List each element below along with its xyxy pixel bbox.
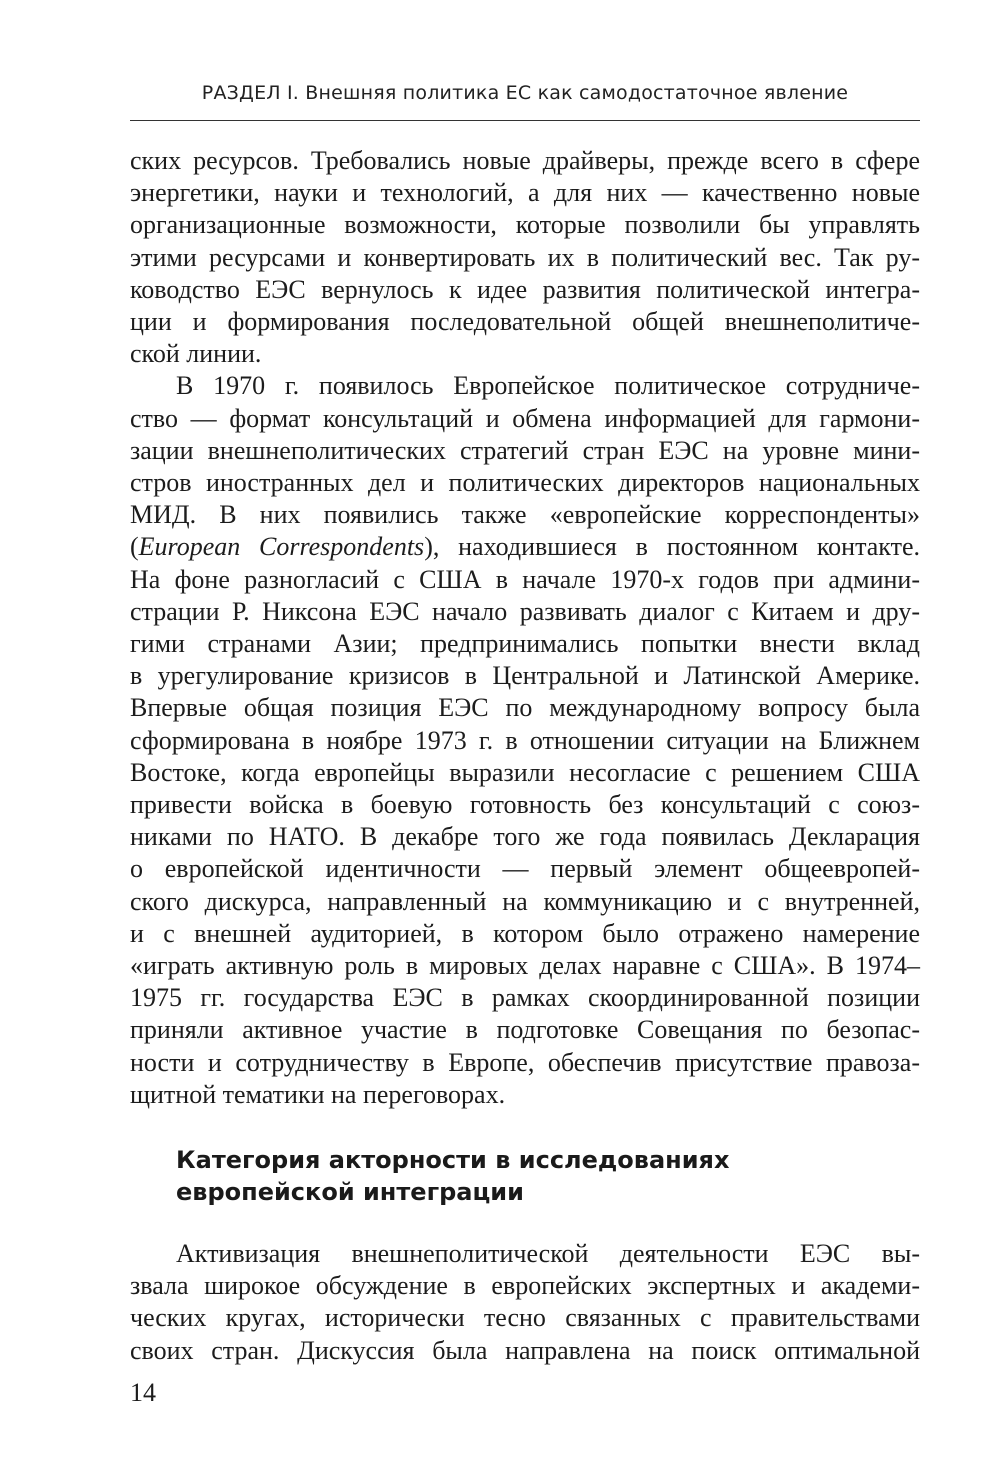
section-text <box>130 1238 920 1367</box>
paren-open: ( <box>130 532 139 562</box>
text-line: никами по НАТО. В декабре того же года появилась Декларация <box>130 822 920 852</box>
main-text <box>130 145 920 1111</box>
text-line: Востоке, когда европейцы выразили несогласие с решением США <box>130 757 920 787</box>
text-line: гими странами Азии; предпринимались попытки внести вклад <box>130 629 920 659</box>
section-heading-line-2: европейской интеграции <box>176 1178 524 1206</box>
paragraph-3 <box>130 1238 920 1367</box>
text-line: привести войска в боевую готовность без консультаций с союз- <box>130 790 920 820</box>
text-line: своих стран. Дискуссия была направлена на поиск оптимальной <box>130 1335 920 1365</box>
text-line: ности и сотрудничеству в Европе, обеспечив присутствие правоза- <box>130 1047 920 1077</box>
text-line: ских ресурсов. Требовались новые драйверы, прежде всего в сфере <box>130 146 920 175</box>
text-line: «играть активную роль в мировых делах наравне с США». В 1974– <box>130 951 920 981</box>
running-head: РАЗДЕЛ I. Внешняя политика ЕС как самодостаточное явление <box>201 82 849 104</box>
text-line: этими ресурсами и конвертировать их в политический вес. Так ру- <box>130 242 920 272</box>
text-line: о европейской идентичности — первый элемент общеевропей- <box>130 854 920 884</box>
text-line: ководство ЕЭС вернулось к идее развития политической интегра- <box>130 274 920 304</box>
text-line: ческих кругах, исторически тесно связанных с правительствами <box>130 1303 920 1333</box>
text-line: страции Р. Никсона ЕЭС начало развивать диалог с Китаем и дру- <box>130 596 920 626</box>
text-line: ции и формирования последовательной общей внешнеполитиче- <box>130 307 920 337</box>
text-line: приняли активное участие в подготовке Совещания по безопас- <box>130 1015 920 1045</box>
text-line: В 1970 г. появилось Европейское политическое сотрудниче- <box>176 371 920 401</box>
text-line: На фоне разногласий с США в начале 1970-х годов при админи- <box>130 564 920 594</box>
paragraph-2 <box>130 370 920 1111</box>
line-rest: ), находившиеся в постоянном контакте. <box>424 532 920 562</box>
text-line: Активизация внешнеполитической деятельности ЕЭС вы- <box>176 1239 920 1268</box>
text-line: ского дискурса, направленный на коммуникацию и с внутренней, <box>130 886 920 916</box>
text-line: ской линии. <box>130 339 262 369</box>
italic-term: European Correspondents <box>138 532 425 562</box>
text-line: сформирована в ноябре 1973 г. в отношении ситуации на Ближнем <box>130 725 920 755</box>
text-line: и с внешней аудиторией, в котором было отражено намерение <box>130 918 920 948</box>
text-line: Впервые общая позиция ЕЭС по международному вопросу была <box>130 693 920 723</box>
text-line: щитной тематики на переговорах. <box>130 1079 506 1109</box>
text-line: звала широкое обсуждение в европейских экспертных и академи- <box>130 1271 920 1301</box>
paragraph-1 <box>130 145 920 370</box>
text-line: зации внешнеполитических стратегий стран ЕЭС на уровне мини- <box>130 435 920 465</box>
page-number: 14 <box>130 1378 156 1407</box>
header-rule <box>130 120 920 121</box>
section-heading-line-1: Категория акторности в исследованиях <box>176 1146 730 1174</box>
text-line: организационные возможности, которые позволили бы управлять <box>130 210 920 240</box>
text-line: энергетики, науки и технологий, а для них — качественно новые <box>130 178 920 208</box>
text-line: МИД. В них появились также «европейские корреспонденты» <box>130 500 920 530</box>
text-line: ство — формат консультаций и обмена информацией для гармони- <box>130 403 920 433</box>
text-line: в урегулирование кризисов в Центральной и Латинской Америке. <box>130 661 920 691</box>
text-line: 1975 гг. государства ЕЭС в рамках скоординированной позиции <box>130 983 920 1013</box>
text-line-italic <box>130 531 920 563</box>
text-line: стров иностранных дел и политических директоров национальных <box>130 468 920 498</box>
section-heading <box>176 1144 876 1208</box>
